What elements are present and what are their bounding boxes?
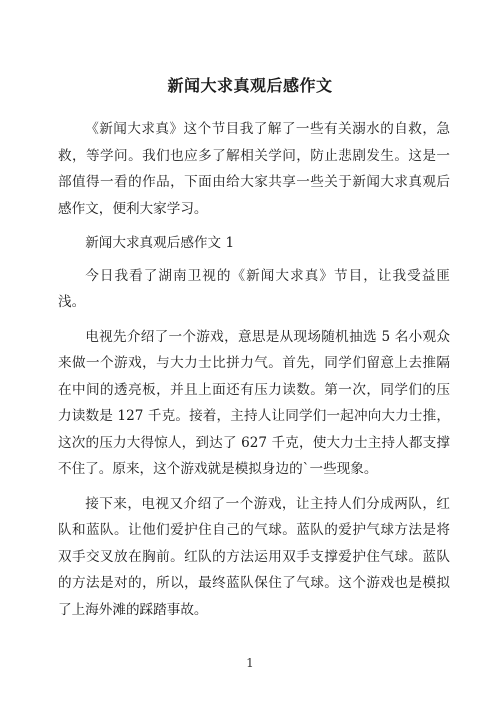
intro-paragraph: 《新闻大求真》这个节目我了解了一些有关溺水的自救，急救，等学问。我们也应多了解相关学问，防止悲剧发生。这是一部值得一看的作品，下面由给大家共享一些关于新闻大求真观后感作文，便利大家学习。	[58, 121, 450, 217]
body-paragraph-1: 今日我看了湖南卫视的《新闻大求真》节目，让我受益匪浅。	[58, 267, 450, 310]
page-number: 1	[246, 656, 254, 670]
document-body	[58, 116, 450, 631]
document-title: 新闻大求真观后感作文	[167, 76, 333, 95]
body-paragraph-2: 电视先介绍了一个游戏，意思是从现场随机抽选 5 名小观众来做一个游戏，与大力士比拼力气。首先，同学们留意上去推隔在中间的透亮板，并且上面还有压力读数。第一次，同学们的压力读数是 127 千克。接着，主持人让同学们一起冲向大力士推，这次的压力大得惊人，到达了 627 千克，使大力士主持人都支撑不住了。原来，这个游戏就是模拟身边的`一些现象。	[58, 328, 450, 477]
body-paragraph-3: 接下来，电视又介绍了一个游戏，让主持人们分成两队，红队和蓝队。让他们爱护住自己的气球。蓝队的爱护气球方法是将双手交叉放在胸前。红队的方法运用双手支撑爱护住气球。蓝队的方法是对的，所以，最终蓝队保住了气球。这个游戏也是模拟了上海外滩的踩踏事故。	[58, 495, 450, 618]
section-heading: 新闻大求真观后感作文 1	[85, 235, 235, 251]
